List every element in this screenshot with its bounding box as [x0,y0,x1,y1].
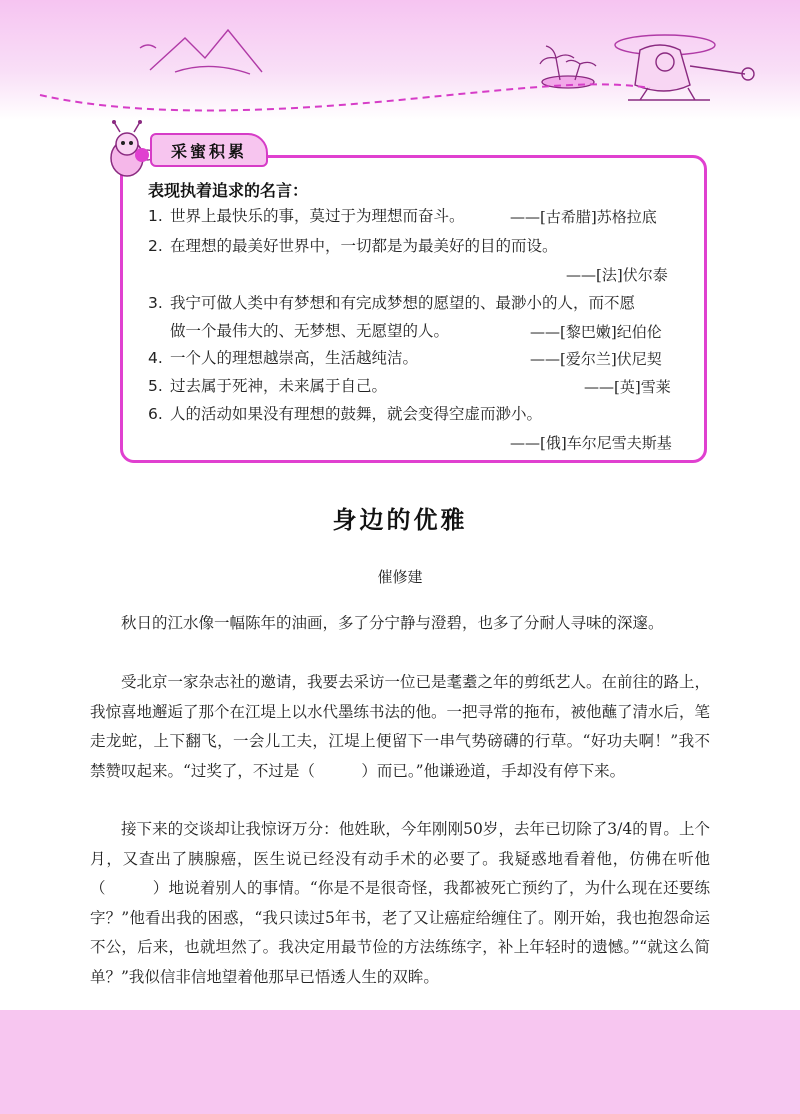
quote-item [148,233,693,259]
quote-text: 一个人的理想越崇高，生活越纯洁。 [170,349,419,367]
quote-text-continued: 做一个最伟大的、无梦想、无愿望的人。 [170,322,450,340]
box-heading: 表现执着追求的名言： [148,181,309,200]
helicopter-illustration [615,35,754,100]
quote-number: 1. [148,207,163,225]
quote-source: ——[黎巴嫩]纪伯伦 [530,323,662,341]
quote-number: 3. [148,294,163,312]
article-paragraph: 受北京一家杂志社的邀请，我要去采访一位已是耄耋之年的剪纸艺人。在前往的路上，我惊喜地邂逅了那个在江堤上以水代墨练书法的他。一把寻常的拖布，被他蘸了清水后，笔走龙蛇，上下翻飞，一会儿工夫，江堤上便留下一串气势磅礴的行草。“好功夫啊！”我不禁赞叹起来。“过奖了，不过是（ ）而已。”他谦逊道，手却没有停下来。 [90,673,711,780]
article-author: 催修建 [377,568,423,586]
quote-item [148,401,693,427]
footer-band [0,1010,800,1114]
header-banner [0,0,800,120]
quote-source: ——[古希腊]苏格拉底 [510,208,657,226]
quote-number: 2. [148,237,163,255]
quote-source: ——[俄]车尔尼雪夫斯基 [510,434,672,452]
quote-number: 4. [148,349,163,367]
quote-text: 过去属于死神，未来属于自己。 [170,377,388,395]
palm-island-icon [540,46,596,88]
quote-text: 世界上最快乐的事，莫过于为理想而奋斗。 [170,207,465,225]
article-title: 身边的优雅 [332,505,468,534]
quote-source: ——[英]雪莱 [584,378,671,396]
mountain-sketch [140,30,262,74]
quote-text: 我宁可做人类中有梦想和有完成梦想的愿望的、最渺小的人，而不愿 [170,294,636,312]
quote-source: ——[爱尔兰]伏尼契 [530,350,662,368]
quote-number: 5. [148,377,163,395]
article-paragraph: 接下来的交谈却让我惊讶万分：他姓耿，今年刚刚50岁，去年已切除了3/4的胃。上个月，又查出了胰腺癌，医生说已经没有动手术的必要了。我疑惑地看着他，仿佛在听他（ ）地说着别人的事情。“你是不是很奇怪，我都被死亡预约了，为什么现在还要练字？”他看出我的困惑，“我只读过5年书，老了又让癌症给缠住了。刚开始，我也抱怨命运不公，后来，也就坦然了。我决定用最节俭的方法练练字，补上年轻时的遗憾。”“就这么简单？”我似信非信地望着他那早已悟透人生的双眸。 [90,820,710,986]
box-tab-label: 采蜜积累 [150,133,268,167]
header-illustration [0,0,800,120]
quote-source: ——[法]伏尔泰 [566,266,668,284]
article-paragraph: 秋日的江水像一幅陈年的油画，多了分宁静与澄碧，也多了分耐人寻味的深邃。 [121,614,664,632]
quote-item [148,290,693,316]
quote-number: 6. [148,405,163,423]
quote-text: 在理想的最美好世界中，一切都是为最美好的目的而设。 [170,237,558,255]
quote-text: 人的活动如果没有理想的鼓舞，就会变得空虚而渺小。 [170,405,543,423]
